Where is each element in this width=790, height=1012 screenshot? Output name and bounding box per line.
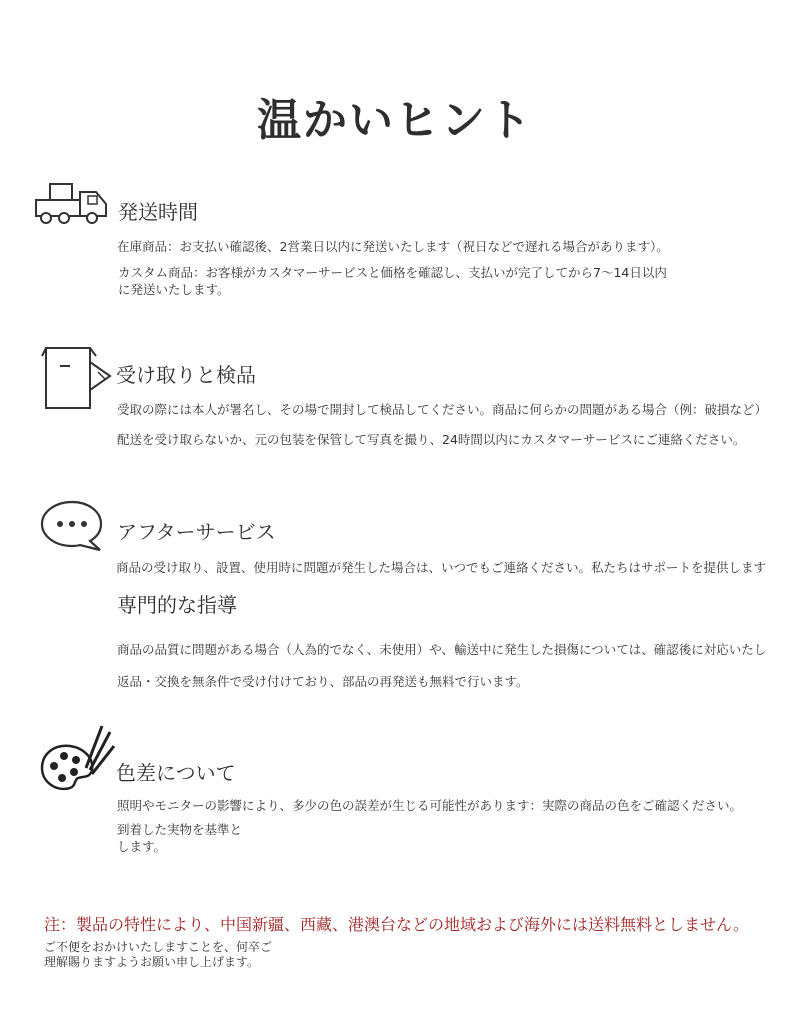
color-text-line-1: 照明やモニターの影響により、多少の色の誤差が生じる可能性があります：実際の商品の色をご確認ください。 — [117, 798, 743, 813]
paint-palette-icon — [40, 722, 116, 794]
notice-sub-line-1: ご不便をおかけいたしますことを、何卒ご — [44, 940, 273, 954]
color-text-line-3: します。 — [117, 839, 167, 854]
notice-main: 注：製品の特性により、中国新疆、西藏、港澳台などの地域および海外には送料無料としません。 — [44, 915, 749, 934]
section-heading-color: 色差について — [116, 761, 236, 785]
receipt-text-line-1: 受取の際には本人が署名し、その場で開封して検品してください。商品に何らかの問題がある場合（例：破損など） — [117, 402, 768, 417]
after-service-text-line-1: 商品の受け取り、設置、使用時に問題が発生した場合は、いつでもご連絡ください。私たちはサポートを提供します — [116, 560, 767, 575]
shipping-text-line-2: カスタム商品：お客様がカスタマーサービスと価格を確認し、支払いが完了してから7〜14日以内 — [118, 265, 667, 280]
page-title: 温かいヒント — [257, 95, 533, 146]
receipt-text-line-2: 配送を受け取らないか、元の包装を保管して写真を撮り、24時間以内にカスタマーサービスにご連絡ください。 — [117, 432, 746, 447]
notice-sub-line-2: 理解賜りますようお願い申し上げます。 — [44, 955, 260, 969]
section-heading-guidance: 専門的な指導 — [117, 593, 237, 617]
package-box-icon — [40, 344, 116, 414]
delivery-truck-icon — [34, 182, 112, 226]
section-heading-receipt: 受け取りと検品 — [116, 363, 256, 387]
color-text-line-2: 到着した実物を基準と — [117, 822, 243, 837]
section-heading-after-service: アフターサービス — [117, 520, 276, 544]
guidance-text-line-2: 返品・交換を無条件で受け付けており、部品の再発送も無料で行います。 — [117, 674, 529, 689]
shipping-text-line-1: 在庫商品：お支払い確認後、2営業日以内に発送いたします（祝日などで遅れる場合があります）。 — [117, 239, 669, 254]
shipping-text-line-3: に発送いたします。 — [118, 282, 230, 297]
speech-bubble-icon — [40, 500, 104, 554]
guidance-text-line-1: 商品の品質に問題がある場合（人為的でなく、未使用）や、輸送中に発生した損傷については、確認後に対応いたし — [117, 642, 767, 657]
section-heading-shipping: 発送時間 — [118, 200, 198, 224]
